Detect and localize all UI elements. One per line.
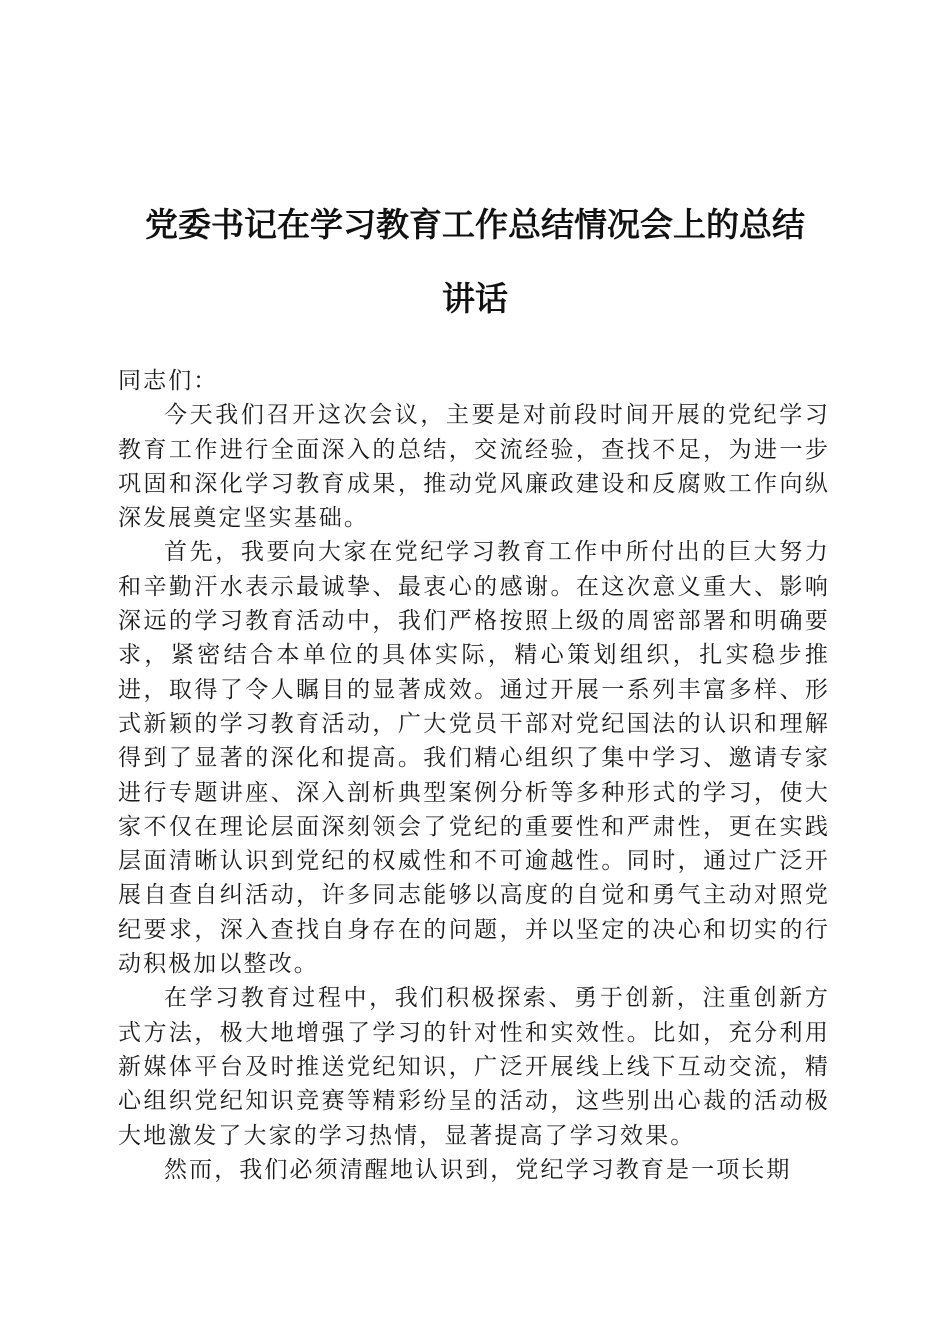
title-line-2: 讲话 [442, 279, 508, 318]
paragraph-2: 首先，我要向大家在党纪学习教育工作中所付出的巨大努力和辛勤汗水表示最诚挚、最衷心的感谢。在这次意义重大、影响深远的学习教育活动中，我们严格按照上级的周密部署和明确要求，紧密结合本单位的具体实际，精心策划组织，扎实稳步推进，取得了令人瞩目的显著成效。通过开展一系列丰富多样、形式新颖的学习教育活动，广大党员干部对党纪国法的认识和理解得到了显著的深化和提高。我们精心组织了集中学习、邀请专家进行专题讲座、深入剖析典型案例分析等多种形式的学习，使大家不仅在理论层面深刻领会了党纪的重要性和严肃性，更在实践层面清晰认识到党纪的权威性和不可逾越性。同时，通过广泛开展自查自纠活动，许多同志能够以高度的自觉和勇气主动对照党纪要求，深入查找自身存在的问题，并以坚定的决心和切实的行动积极加以整改。 [118, 539, 830, 978]
document-body [118, 364, 830, 1187]
salutation: 同志们： [118, 368, 219, 394]
paragraph-3: 在学习教育过程中，我们积极探索、勇于创新，注重创新方式方法，极大地增强了学习的针对性和实效性。比如，充分利用新媒体平台及时推送党纪知识，广泛开展线上线下互动交流，精心组织党纪知识竞赛等精彩纷呈的活动，这些别出心裁的活动极大地激发了大家的学习热情，显著提高了学习效果。 [118, 985, 830, 1149]
document-title [118, 188, 832, 336]
paragraph-4: 然而，我们必须清醒地认识到，党纪学习教育是一项长期 [164, 1156, 792, 1183]
title-line-1: 党委书记在学习教育工作总结情况会上的总结 [145, 205, 805, 244]
paragraph-1: 今天我们召开这次会议，主要是对前段时间开展的党纪学习教育工作进行全面深入的总结，交流经验，查找不足，为进一步巩固和深化学习教育成果，推动党风廉政建设和反腐败工作向纵深发展奠定坚实基础。 [118, 402, 830, 532]
